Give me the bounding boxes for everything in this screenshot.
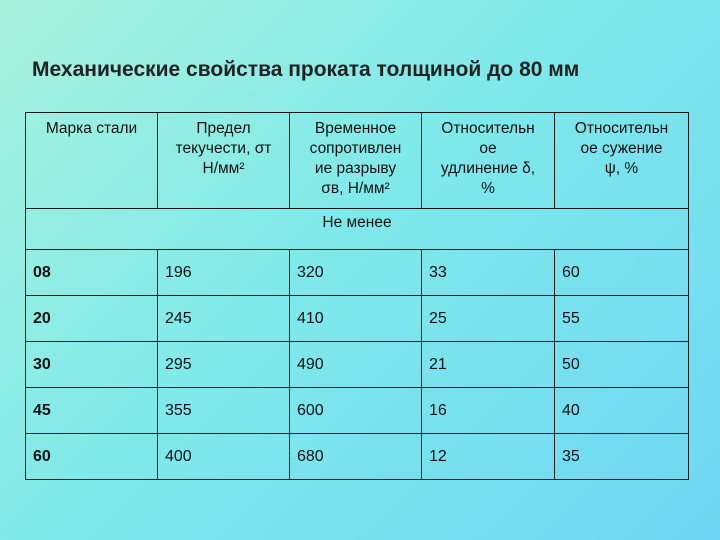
table-cell: 196 — [158, 250, 290, 296]
subheader-row — [26, 209, 689, 250]
header-cell-tensile: Временное сопротивлен ие разрыву σв, Н/мм² — [290, 113, 422, 209]
table-cell: 355 — [158, 388, 290, 434]
header-cell-reduction: Относительн ое сужение ψ, % — [555, 113, 689, 209]
table-cell: 21 — [422, 342, 555, 388]
table-row — [26, 342, 689, 388]
table-cell: 60 — [26, 434, 158, 480]
table-cell: 25 — [422, 296, 555, 342]
table-cell: 400 — [158, 434, 290, 480]
table-cell: 600 — [290, 388, 422, 434]
table-cell: 08 — [26, 250, 158, 296]
subheader-cell: Не менее — [26, 209, 689, 250]
table-row — [26, 388, 689, 434]
table-cell: 45 — [26, 388, 158, 434]
table-cell: 33 — [422, 250, 555, 296]
table-cell: 410 — [290, 296, 422, 342]
table-row — [26, 296, 689, 342]
header-cell-yield: Предел текучести, σт Н/мм² — [158, 113, 290, 209]
properties-table — [25, 112, 689, 480]
table-row — [26, 434, 689, 480]
table-cell: 20 — [26, 296, 158, 342]
table-cell: 55 — [555, 296, 689, 342]
table-cell: 12 — [422, 434, 555, 480]
table-row — [26, 250, 689, 296]
table-cell: 60 — [555, 250, 689, 296]
table-cell: 30 — [26, 342, 158, 388]
page-title: Механические свойства проката толщиной до 80 мм — [32, 58, 580, 81]
table-cell: 245 — [158, 296, 290, 342]
table-cell: 35 — [555, 434, 689, 480]
table-cell: 40 — [555, 388, 689, 434]
table-cell: 320 — [290, 250, 422, 296]
table-cell: 50 — [555, 342, 689, 388]
header-cell-elongation: Относительн ое удлинение δ, % — [422, 113, 555, 209]
table-cell: 16 — [422, 388, 555, 434]
table-cell: 490 — [290, 342, 422, 388]
header-row — [26, 113, 689, 209]
table-cell: 680 — [290, 434, 422, 480]
header-cell-grade: Марка стали — [26, 113, 158, 209]
table-cell: 295 — [158, 342, 290, 388]
